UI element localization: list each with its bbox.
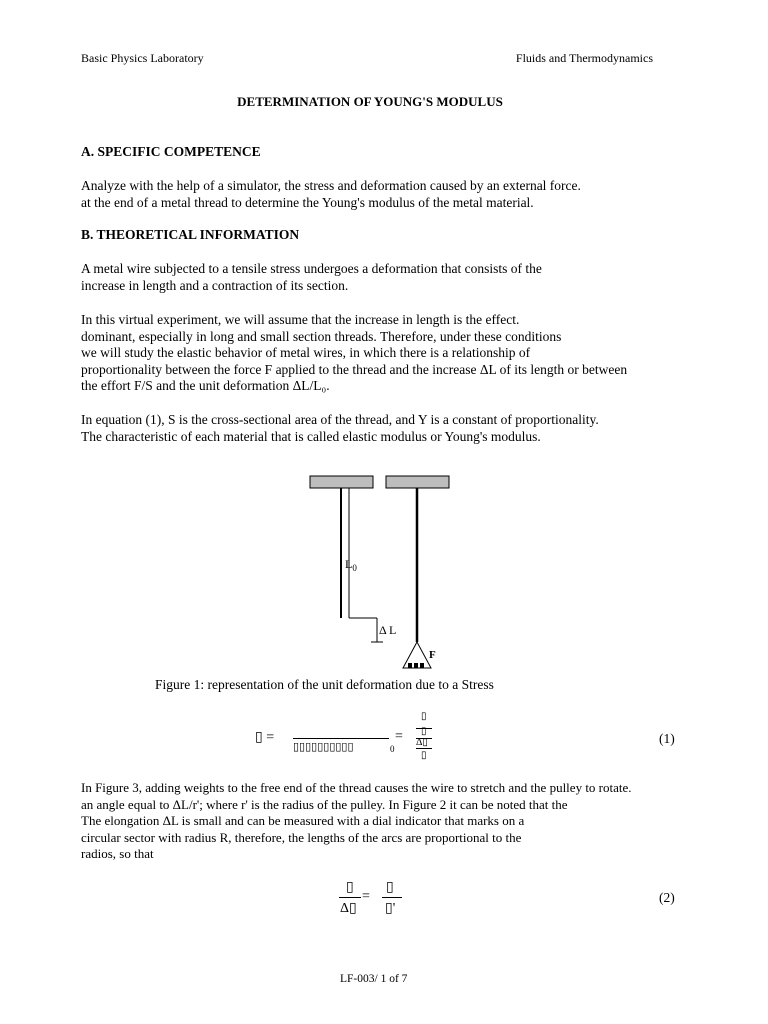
page-title: DETERMINATION OF YOUNG'S MODULUS xyxy=(237,94,503,109)
eq2-bar1 xyxy=(339,897,361,898)
figure-1-diagram xyxy=(300,470,470,675)
eq1-fraction-bar xyxy=(293,738,389,739)
eq2-num2: ▯ xyxy=(386,880,394,895)
para2-line: the effort F/S and the unit deformation ΔL/L₀. xyxy=(81,378,330,394)
label-l0: $L_0$ xyxy=(345,557,357,573)
eq1-frac-top1: ▯ xyxy=(421,711,427,722)
section-c-line: The elongation ΔL is small and can be measured with a dial indicator that marks on a xyxy=(81,813,525,829)
eq1-frac-mid: Δ▯ xyxy=(416,737,428,748)
label-force-f: F xyxy=(429,649,436,661)
section-b-para1 xyxy=(81,261,542,294)
eq2-bar2 xyxy=(382,897,402,898)
weight-foot-mid xyxy=(414,663,418,668)
eq1-frac-top2: ▯ xyxy=(421,726,427,737)
eq2-den2: ▯' xyxy=(385,901,396,916)
eq2-number: (2) xyxy=(659,890,675,905)
left-support-bar xyxy=(310,476,373,488)
eq2-den1: Δ▯ xyxy=(340,901,357,916)
section-c-line: circular sector with radius R, therefore, the lengths of the arcs are proportional to the xyxy=(81,829,522,845)
figure-1-caption: Figure 1: representation of the unit deformation due to a Stress xyxy=(155,677,494,692)
section-c-line: In Figure 3, adding weights to the free end of the thread causes the wire to stretch and the pulley to rotate. xyxy=(81,780,632,795)
eq2-num1: ▯ xyxy=(346,880,354,895)
page-footer: LF-003/ 1 of 7 xyxy=(340,973,408,985)
section-a-text xyxy=(81,178,581,211)
section-a-line: Analyze with the help of a simulator, the stress and deformation caused by an external force. xyxy=(81,178,581,193)
section-b-para2 xyxy=(81,312,627,395)
eq1-subscript: 0 xyxy=(390,744,395,754)
eq1-denominator: ▯▯▯▯▯▯▯▯▯▯ xyxy=(293,741,354,753)
weight-foot-right xyxy=(420,663,424,668)
para2-line: In this virtual experiment, we will assume that the increase in length is the effect. xyxy=(81,312,520,327)
para2-line: dominant, especially in long and small section threads. Therefore, under these conditions xyxy=(81,328,562,344)
eq1-lhs: ▯ = xyxy=(255,730,275,745)
right-support-bar xyxy=(386,476,449,488)
para2-line: proportionality between the force F applied to the thread and the increase ΔL of its length or between xyxy=(81,361,628,377)
section-b-para3 xyxy=(81,412,599,445)
eq1-number: (1) xyxy=(659,731,675,746)
eq1-equals: = xyxy=(395,729,403,744)
header-right: Fluids and Thermodynamics xyxy=(515,51,653,65)
para1-line: A metal wire subjected to a tensile stress undergoes a deformation that consists of the xyxy=(81,261,542,276)
para3-line: The characteristic of each material that is called elastic modulus or Young's modulus. xyxy=(81,428,541,444)
section-c-line: radios, so that xyxy=(81,846,154,862)
header-left: Basic Physics Laboratory xyxy=(81,51,204,65)
label-delta-l: Δ L xyxy=(379,623,397,637)
section-c-text xyxy=(81,780,632,863)
section-a-heading: A. SPECIFIC COMPETENCE xyxy=(81,144,261,159)
eq2-equals: = xyxy=(362,889,370,904)
eq1-inner-bar3 xyxy=(416,748,432,749)
section-b-heading: B. THEORETICAL INFORMATION xyxy=(81,227,300,242)
para1-line: increase in length and a contraction of its section. xyxy=(81,277,349,293)
eq1-frac-bot: ▯ xyxy=(421,750,427,761)
para2-line: we will study the elastic behavior of metal wires, in which there is a relationship of xyxy=(81,345,531,361)
weight-foot-left xyxy=(408,663,412,668)
para3-line: In equation (1), S is the cross-sectional area of the thread, and Y is a constant of proportionality. xyxy=(81,412,599,427)
section-c-line: an angle equal to ΔL/r'; where r' is the radius of the pulley. In Figure 2 it can be noted that the xyxy=(81,796,568,812)
section-a-line: at the end of a metal thread to determine the Young's modulus of the metal material. xyxy=(81,194,534,210)
